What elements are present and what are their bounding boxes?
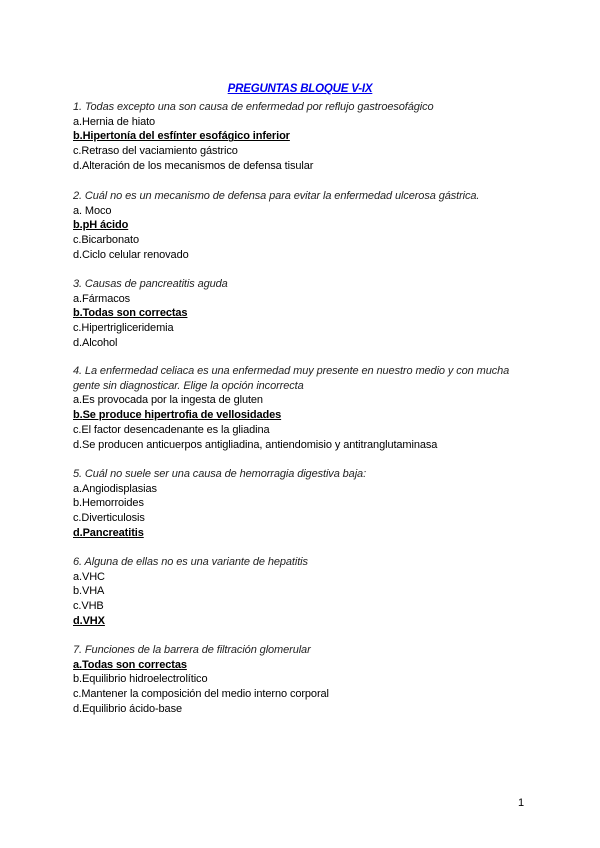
question-block-1 xyxy=(73,100,533,174)
question-3-option-c: c.Hipertrigliceridemia xyxy=(73,322,174,335)
question-2-option-b-correct: b.pH ácido xyxy=(73,219,129,232)
question-2-text: 2. Cuál no es un mecanismo de defensa para evitar la enfermedad ulcerosa gástrica. xyxy=(73,190,480,202)
question-4-text: 4. La enfermedad celiaca es una enfermedad muy presente en nuestro medio y con mucha gente sin diagnosticar. Elige la opción incorrecta xyxy=(73,365,510,392)
question-block-5 xyxy=(73,467,533,541)
question-6-text: 6. Alguna de ellas no es una variante de hepatitis xyxy=(73,556,308,568)
question-2-option-a: a. Moco xyxy=(73,204,112,217)
question-1-text: 1. Todas excepto una son causa de enfermedad por reflujo gastroesofágico xyxy=(73,101,434,113)
question-7-text: 7. Funciones de la barrera de filtración glomerular xyxy=(73,644,311,656)
question-5-option-d-correct: d.Pancreatitis xyxy=(73,526,144,539)
question-7-option-b: b.Equilibrio hidroelectrolítico xyxy=(73,673,208,686)
question-6-option-d-correct: d.VHX xyxy=(73,614,105,627)
question-4-option-a: a.Es provocada por la ingesta de gluten xyxy=(73,394,263,407)
question-block-7 xyxy=(73,643,533,717)
question-3-option-b-correct: b.Todas son correctas xyxy=(73,307,188,320)
question-block-2 xyxy=(73,189,533,263)
question-6-option-b: b.VHA xyxy=(73,585,105,598)
question-6-option-c: c.VHB xyxy=(73,600,104,613)
question-block-6 xyxy=(73,555,533,629)
page-title: PREGUNTAS BLOQUE V-IX xyxy=(227,83,373,95)
question-4-option-c: c.El factor desencadenante es la gliadina xyxy=(73,423,270,436)
question-3-option-d: d.Alcohol xyxy=(73,336,118,349)
question-3-option-a: a.Fármacos xyxy=(73,292,131,305)
page-number: 1 xyxy=(518,797,525,809)
question-1-option-c: c.Retraso del vaciamiento gástrico xyxy=(73,145,238,158)
question-1-option-a: a.Hernia de hiato xyxy=(73,115,156,128)
question-2-option-d: d.Ciclo celular renovado xyxy=(73,248,189,261)
question-2-option-c: c.Bicarbonato xyxy=(73,234,139,247)
question-1-option-b-correct: b.Hipertonía del esfínter esofágico inferior xyxy=(73,130,290,143)
question-6-option-a: a.VHC xyxy=(73,570,105,583)
question-4-option-d: d.Se producen anticuerpos antigliadina, antiendomisio y antitranglutaminasa xyxy=(73,438,438,451)
question-5-option-a: a.Angiodisplasias xyxy=(73,482,157,495)
question-block-3 xyxy=(73,277,533,351)
question-block-4 xyxy=(73,364,533,452)
question-1-option-d: d.Alteración de los mecanismos de defensa tisular xyxy=(73,159,314,172)
question-7-option-d: d.Equilibrio ácido-base xyxy=(73,702,182,715)
question-5-option-c: c.Diverticulosis xyxy=(73,512,145,525)
question-5-text: 5. Cuál no suele ser una causa de hemorragia digestiva baja: xyxy=(73,468,367,480)
question-7-option-c: c.Mantener la composición del medio interno corporal xyxy=(73,688,329,701)
question-4-option-b-correct: b.Se produce hipertrofia de vellosidades xyxy=(73,409,282,422)
question-3-text: 3. Causas de pancreatitis aguda xyxy=(73,278,228,290)
question-5-option-b: b.Hemorroides xyxy=(73,497,144,510)
question-7-option-a-correct: a.Todas son correctas xyxy=(73,658,187,671)
